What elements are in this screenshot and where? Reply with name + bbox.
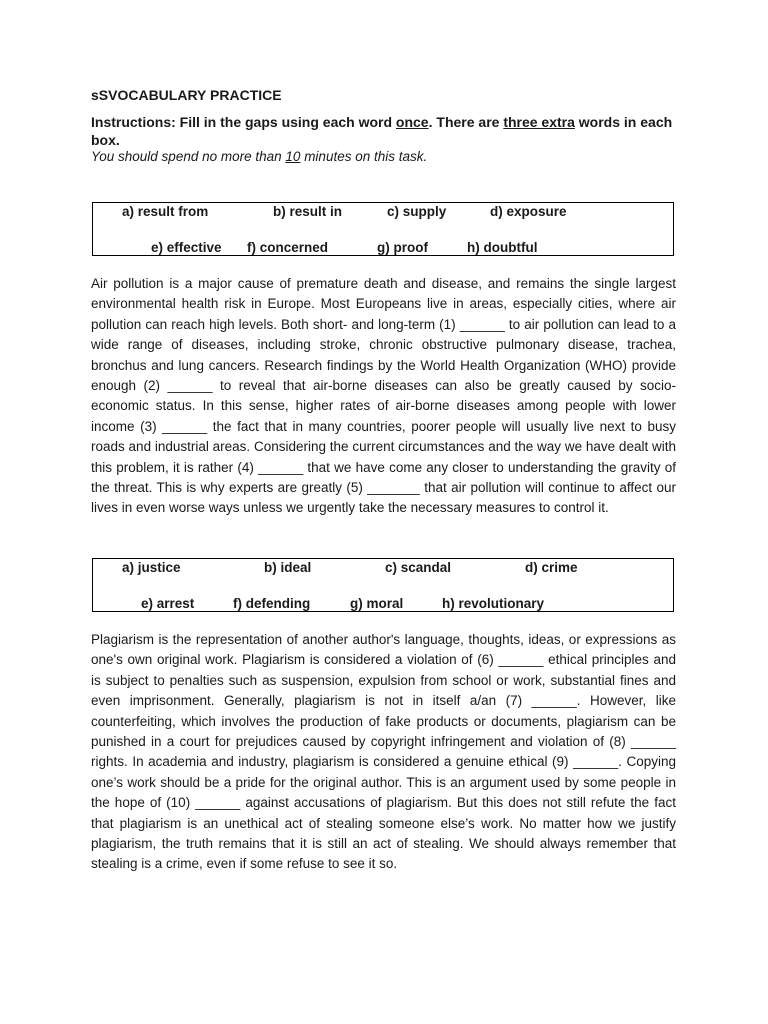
- word-option-f: f) defending: [233, 596, 311, 611]
- word-option-h: h) revolutionary: [442, 596, 545, 611]
- word-box-2: [92, 558, 674, 612]
- paragraph-air-pollution: Air pollution is a major cause of premature death and disease, and remains the single largest environmental health risk in Europe. Most Europeans live in areas, especially cities, where air pollution can reach high levels. Both short- and long-term (1) ______ to air pollution can lead to a wide range of diseases, including stroke, chronic obstructive pulmonary disease, trachea, bronchus and lung cancers. Research findings by the World Health Organization (WHO) provide enough (2) ______ to reveal that air-borne diseases can also be greatly caused by socio-economic status. In this sense, higher rates of air-borne diseases among people with lower income (3) ______ the fact that in many countries, poorer people will usually live next to busy roads and industrial areas. Considering the current circumstances and the way we have dealt with this problem, it is rather (4) ______ that we have come any closer to understanding the gravity of the threat. This is why experts are greatly (5) _______ that air pollution will continue to affect our lives in even worse ways unless we urgently take the necessary measures to control it.: [91, 276, 676, 516]
- word-option-c: c) supply: [387, 204, 447, 219]
- time-note-suffix: minutes on this task.: [300, 149, 428, 164]
- time-note-minutes: 10: [285, 149, 301, 164]
- word-option-e: e) effective: [151, 240, 222, 255]
- word-option-c: c) scandal: [385, 560, 452, 575]
- paragraph-plagiarism: Plagiarism is the representation of another author's language, thoughts, ideas, or expressions as one's own original work. Plagiarism is considered a violation of (6) ______ ethical principles and is subject to penalties such as suspension, expulsion from school or work, substantial fines and even imprisonment. Generally, plagiarism is not in itself a/an (7) ______. However, like counterfeiting, which involves the production of fake products or documents, plagiarism can be punished in a court for prejudices caused by copyright infringement and violation of (8) ______ rights. In academia and industry, plagiarism is considered a genuine ethical (9) ______. Copying one’s work should be a pride for the original author. This is an argument used by some people in the hope of (10) ______ against accusations of plagiarism. But this does not still refute the fact that plagiarism is an unethical act of stealing someone else’s work. No matter how we justify plagiarism, the truth remains that it is still an act of stealing. We should always remember that stealing is a crime, even if some refuse to see it so.: [91, 632, 676, 872]
- instructions-prefix: Instructions: Fill in the gaps using each word: [91, 114, 396, 130]
- instructions-three-extra: three extra: [503, 114, 575, 130]
- instructions-middle: . There are: [428, 114, 504, 130]
- page-title: sSVOCABULARY PRACTICE: [91, 87, 282, 103]
- word-option-f: f) concerned: [247, 240, 329, 255]
- time-note-prefix: You should spend no more than: [91, 149, 286, 164]
- word-option-d: d) exposure: [490, 204, 567, 219]
- word-box-1: [92, 202, 674, 256]
- word-option-b: b) ideal: [264, 560, 312, 575]
- time-note: [91, 149, 427, 164]
- word-option-e: e) arrest: [141, 596, 195, 611]
- word-option-b: b) result in: [273, 204, 343, 219]
- instructions-suffix: words in each box.: [91, 114, 673, 148]
- word-option-g: g) moral: [350, 596, 404, 611]
- word-option-d: d) crime: [525, 560, 578, 575]
- word-option-h: h) doubtful: [467, 240, 538, 255]
- word-option-g: g) proof: [377, 240, 428, 255]
- instructions: [91, 113, 676, 149]
- word-option-a: a) result from: [122, 204, 209, 219]
- word-option-a: a) justice: [122, 560, 181, 575]
- instructions-once: once: [395, 114, 429, 130]
